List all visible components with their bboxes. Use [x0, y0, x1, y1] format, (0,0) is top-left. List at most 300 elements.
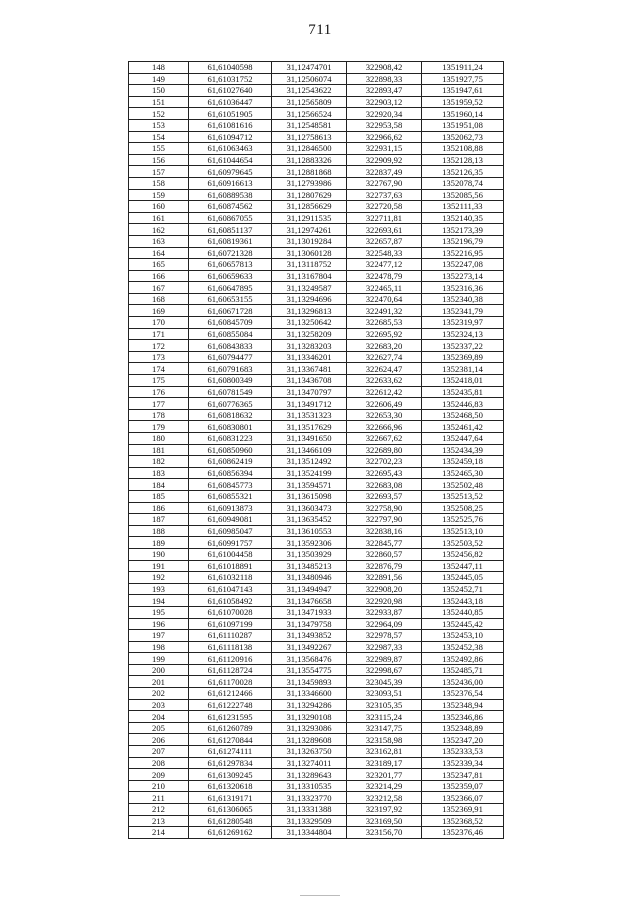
y-coordinate-cell: 1352368,52 [422, 815, 504, 827]
point-number-cell: 211 [129, 792, 189, 804]
x-coordinate-cell: 322702,23 [347, 456, 422, 468]
table-row [129, 467, 504, 479]
y-coordinate-cell: 1352376,46 [422, 827, 504, 839]
longitude-cell: 31,13568476 [272, 653, 347, 665]
x-coordinate-cell: 322606,49 [347, 398, 422, 410]
longitude-cell: 31,13289608 [272, 734, 347, 746]
latitude-cell: 61,61231595 [189, 711, 272, 723]
x-coordinate-cell: 322989,87 [347, 653, 422, 665]
longitude-cell: 31,13331388 [272, 804, 347, 816]
table-row [129, 62, 504, 74]
point-number-cell: 154 [129, 131, 189, 143]
table-row [129, 560, 504, 572]
latitude-cell: 61,60851137 [189, 224, 272, 236]
longitude-cell: 31,13167804 [272, 270, 347, 282]
longitude-cell: 31,13531323 [272, 409, 347, 421]
latitude-cell: 61,61319171 [189, 792, 272, 804]
table-row [129, 259, 504, 271]
latitude-cell: 61,60647895 [189, 282, 272, 294]
table-row [129, 722, 504, 734]
point-number-cell: 177 [129, 398, 189, 410]
longitude-cell: 31,13263750 [272, 746, 347, 758]
x-coordinate-cell: 322737,63 [347, 189, 422, 201]
point-number-cell: 151 [129, 96, 189, 108]
table-row [129, 177, 504, 189]
longitude-cell: 31,12474701 [272, 62, 347, 74]
y-coordinate-cell: 1352316,36 [422, 282, 504, 294]
longitude-cell: 31,13517629 [272, 421, 347, 433]
latitude-cell: 61,60831223 [189, 433, 272, 445]
point-number-cell: 165 [129, 259, 189, 271]
latitude-cell: 61,61222748 [189, 699, 272, 711]
longitude-cell: 31,13367481 [272, 363, 347, 375]
point-number-cell: 191 [129, 560, 189, 572]
x-coordinate-cell: 322908,20 [347, 583, 422, 595]
y-coordinate-cell: 1352456,82 [422, 548, 504, 560]
coordinates-table [128, 61, 504, 839]
y-coordinate-cell: 1352508,25 [422, 502, 504, 514]
longitude-cell: 31,13310535 [272, 780, 347, 792]
y-coordinate-cell: 1352126,35 [422, 166, 504, 178]
latitude-cell: 61,61297834 [189, 757, 272, 769]
x-coordinate-cell: 322627,74 [347, 351, 422, 363]
longitude-cell: 31,13060128 [272, 247, 347, 259]
table-row [129, 108, 504, 120]
point-number-cell: 206 [129, 734, 189, 746]
x-coordinate-cell: 322908,42 [347, 62, 422, 74]
point-number-cell: 152 [129, 108, 189, 120]
x-coordinate-cell: 323212,58 [347, 792, 422, 804]
latitude-cell: 61,61128724 [189, 664, 272, 676]
x-coordinate-cell: 323156,70 [347, 827, 422, 839]
x-coordinate-cell: 322470,64 [347, 293, 422, 305]
latitude-cell: 61,60874562 [189, 201, 272, 213]
y-coordinate-cell: 1352369,89 [422, 351, 504, 363]
latitude-cell: 61,60819361 [189, 235, 272, 247]
y-coordinate-cell: 1352376,54 [422, 688, 504, 700]
longitude-cell: 31,13603473 [272, 502, 347, 514]
longitude-cell: 31,13491712 [272, 398, 347, 410]
x-coordinate-cell: 323162,81 [347, 746, 422, 758]
longitude-cell: 31,13346600 [272, 688, 347, 700]
y-coordinate-cell: 1351951,08 [422, 119, 504, 131]
point-number-cell: 171 [129, 328, 189, 340]
latitude-cell: 61,61027640 [189, 85, 272, 97]
longitude-cell: 31,13258209 [272, 328, 347, 340]
y-coordinate-cell: 1352078,74 [422, 177, 504, 189]
point-number-cell: 148 [129, 62, 189, 74]
table-row [129, 676, 504, 688]
longitude-cell: 31,12506074 [272, 73, 347, 85]
point-number-cell: 149 [129, 73, 189, 85]
point-number-cell: 183 [129, 467, 189, 479]
table-row [129, 688, 504, 700]
y-coordinate-cell: 1352447,11 [422, 560, 504, 572]
y-coordinate-cell: 1351960,14 [422, 108, 504, 120]
x-coordinate-cell: 322978,57 [347, 630, 422, 642]
table-row [129, 85, 504, 97]
latitude-cell: 61,60855321 [189, 490, 272, 502]
table-row [129, 119, 504, 131]
point-number-cell: 208 [129, 757, 189, 769]
latitude-cell: 61,60913873 [189, 502, 272, 514]
table-row [129, 606, 504, 618]
table-row [129, 583, 504, 595]
x-coordinate-cell: 322657,87 [347, 235, 422, 247]
x-coordinate-cell: 323147,75 [347, 722, 422, 734]
latitude-cell: 61,61047143 [189, 583, 272, 595]
y-coordinate-cell: 1352465,30 [422, 467, 504, 479]
x-coordinate-cell: 323105,35 [347, 699, 422, 711]
x-coordinate-cell: 323045,39 [347, 676, 422, 688]
x-coordinate-cell: 322758,90 [347, 502, 422, 514]
x-coordinate-cell: 322612,42 [347, 386, 422, 398]
table-row [129, 734, 504, 746]
table-row [129, 757, 504, 769]
y-coordinate-cell: 1352273,14 [422, 270, 504, 282]
x-coordinate-cell: 322953,58 [347, 119, 422, 131]
y-coordinate-cell: 1352128,13 [422, 154, 504, 166]
x-coordinate-cell: 323093,51 [347, 688, 422, 700]
longitude-cell: 31,13635452 [272, 514, 347, 526]
x-coordinate-cell: 322685,53 [347, 317, 422, 329]
x-coordinate-cell: 322891,56 [347, 572, 422, 584]
latitude-cell: 61,61309245 [189, 769, 272, 781]
table-row [129, 224, 504, 236]
point-number-cell: 179 [129, 421, 189, 433]
latitude-cell: 61,60671728 [189, 305, 272, 317]
table-row [129, 131, 504, 143]
table-row [129, 212, 504, 224]
x-coordinate-cell: 322893,47 [347, 85, 422, 97]
longitude-cell: 31,13283203 [272, 340, 347, 352]
table-row [129, 525, 504, 537]
y-coordinate-cell: 1352447,64 [422, 433, 504, 445]
table-row [129, 711, 504, 723]
y-coordinate-cell: 1352337,22 [422, 340, 504, 352]
y-coordinate-cell: 1352359,07 [422, 780, 504, 792]
point-number-cell: 167 [129, 282, 189, 294]
y-coordinate-cell: 1352346,86 [422, 711, 504, 723]
latitude-cell: 61,61118138 [189, 641, 272, 653]
latitude-cell: 61,61280548 [189, 815, 272, 827]
y-coordinate-cell: 1352339,34 [422, 757, 504, 769]
longitude-cell: 31,12566524 [272, 108, 347, 120]
table-row [129, 235, 504, 247]
point-number-cell: 189 [129, 537, 189, 549]
table-row [129, 618, 504, 630]
point-number-cell: 185 [129, 490, 189, 502]
point-number-cell: 158 [129, 177, 189, 189]
point-number-cell: 187 [129, 514, 189, 526]
x-coordinate-cell: 322903,12 [347, 96, 422, 108]
longitude-cell: 31,12856629 [272, 201, 347, 213]
longitude-cell: 31,13485213 [272, 560, 347, 572]
y-coordinate-cell: 1352452,71 [422, 583, 504, 595]
x-coordinate-cell: 322633,62 [347, 375, 422, 387]
table-row [129, 514, 504, 526]
latitude-cell: 61,61051905 [189, 108, 272, 120]
table-row [129, 143, 504, 155]
longitude-cell: 31,13459893 [272, 676, 347, 688]
y-coordinate-cell: 1352140,35 [422, 212, 504, 224]
point-number-cell: 176 [129, 386, 189, 398]
x-coordinate-cell: 322876,79 [347, 560, 422, 572]
longitude-cell: 31,13610553 [272, 525, 347, 537]
point-number-cell: 203 [129, 699, 189, 711]
latitude-cell: 61,60818632 [189, 409, 272, 421]
latitude-cell: 61,60991757 [189, 537, 272, 549]
point-number-cell: 162 [129, 224, 189, 236]
table-row [129, 630, 504, 642]
latitude-cell: 61,60867055 [189, 212, 272, 224]
y-coordinate-cell: 1352485,71 [422, 664, 504, 676]
latitude-cell: 61,61320618 [189, 780, 272, 792]
point-number-cell: 170 [129, 317, 189, 329]
longitude-cell: 31,13480946 [272, 572, 347, 584]
point-number-cell: 201 [129, 676, 189, 688]
longitude-cell: 31,13344804 [272, 827, 347, 839]
y-coordinate-cell: 1352085,56 [422, 189, 504, 201]
point-number-cell: 157 [129, 166, 189, 178]
latitude-cell: 61,61170028 [189, 676, 272, 688]
y-coordinate-cell: 1352319,97 [422, 317, 504, 329]
latitude-cell: 61,60845709 [189, 317, 272, 329]
latitude-cell: 61,60855084 [189, 328, 272, 340]
y-coordinate-cell: 1352418,01 [422, 375, 504, 387]
latitude-cell: 61,61032118 [189, 572, 272, 584]
x-coordinate-cell: 322987,33 [347, 641, 422, 653]
table-row [129, 154, 504, 166]
table-row [129, 815, 504, 827]
point-number-cell: 168 [129, 293, 189, 305]
longitude-cell: 31,13289643 [272, 769, 347, 781]
latitude-cell: 61,60916613 [189, 177, 272, 189]
table-row [129, 270, 504, 282]
latitude-cell: 61,61097199 [189, 618, 272, 630]
table-row [129, 641, 504, 653]
x-coordinate-cell: 322491,32 [347, 305, 422, 317]
table-row [129, 328, 504, 340]
latitude-cell: 61,60791683 [189, 363, 272, 375]
latitude-cell: 61,60659633 [189, 270, 272, 282]
x-coordinate-cell: 322966,62 [347, 131, 422, 143]
y-coordinate-cell: 1352468,50 [422, 409, 504, 421]
table-row [129, 305, 504, 317]
longitude-cell: 31,12881868 [272, 166, 347, 178]
y-coordinate-cell: 1351927,75 [422, 73, 504, 85]
point-number-cell: 214 [129, 827, 189, 839]
latitude-cell: 61,60653155 [189, 293, 272, 305]
latitude-cell: 61,61036447 [189, 96, 272, 108]
table-row [129, 282, 504, 294]
x-coordinate-cell: 322898,33 [347, 73, 422, 85]
x-coordinate-cell: 322695,43 [347, 467, 422, 479]
point-number-cell: 178 [129, 409, 189, 421]
table-row [129, 804, 504, 816]
point-number-cell: 212 [129, 804, 189, 816]
y-coordinate-cell: 1352452,38 [422, 641, 504, 653]
longitude-cell: 31,13019284 [272, 235, 347, 247]
x-coordinate-cell: 322653,30 [347, 409, 422, 421]
table-row [129, 653, 504, 665]
table-row [129, 247, 504, 259]
y-coordinate-cell: 1352216,95 [422, 247, 504, 259]
point-number-cell: 175 [129, 375, 189, 387]
longitude-cell: 31,13471933 [272, 606, 347, 618]
longitude-cell: 31,13436708 [272, 375, 347, 387]
point-number-cell: 194 [129, 595, 189, 607]
point-number-cell: 186 [129, 502, 189, 514]
point-number-cell: 159 [129, 189, 189, 201]
latitude-cell: 61,60850960 [189, 444, 272, 456]
x-coordinate-cell: 322797,90 [347, 514, 422, 526]
y-coordinate-cell: 1352173,39 [422, 224, 504, 236]
latitude-cell: 61,61274111 [189, 746, 272, 758]
longitude-cell: 31,13290108 [272, 711, 347, 723]
x-coordinate-cell: 323158,98 [347, 734, 422, 746]
point-number-cell: 199 [129, 653, 189, 665]
point-number-cell: 195 [129, 606, 189, 618]
longitude-cell: 31,12883326 [272, 154, 347, 166]
x-coordinate-cell: 323201,77 [347, 769, 422, 781]
y-coordinate-cell: 1352434,39 [422, 444, 504, 456]
x-coordinate-cell: 322666,96 [347, 421, 422, 433]
y-coordinate-cell: 1352453,10 [422, 630, 504, 642]
y-coordinate-cell: 1352196,79 [422, 235, 504, 247]
longitude-cell: 31,12807629 [272, 189, 347, 201]
table-row [129, 479, 504, 491]
longitude-cell: 31,13346201 [272, 351, 347, 363]
point-number-cell: 174 [129, 363, 189, 375]
table-row [129, 502, 504, 514]
table-row [129, 386, 504, 398]
longitude-cell: 31,12911535 [272, 212, 347, 224]
point-number-cell: 202 [129, 688, 189, 700]
point-number-cell: 160 [129, 201, 189, 213]
x-coordinate-cell: 322683,20 [347, 340, 422, 352]
table-row [129, 548, 504, 560]
longitude-cell: 31,13493852 [272, 630, 347, 642]
y-coordinate-cell: 1352247,08 [422, 259, 504, 271]
table-row [129, 73, 504, 85]
point-number-cell: 164 [129, 247, 189, 259]
point-number-cell: 196 [129, 618, 189, 630]
latitude-cell: 61,61031752 [189, 73, 272, 85]
longitude-cell: 31,13615098 [272, 490, 347, 502]
x-coordinate-cell: 322683,08 [347, 479, 422, 491]
latitude-cell: 61,60856394 [189, 467, 272, 479]
x-coordinate-cell: 322624,47 [347, 363, 422, 375]
table-row [129, 398, 504, 410]
point-number-cell: 172 [129, 340, 189, 352]
point-number-cell: 156 [129, 154, 189, 166]
point-number-cell: 209 [129, 769, 189, 781]
y-coordinate-cell: 1352503,52 [422, 537, 504, 549]
point-number-cell: 184 [129, 479, 189, 491]
longitude-cell: 31,13294286 [272, 699, 347, 711]
y-coordinate-cell: 1352459,18 [422, 456, 504, 468]
point-number-cell: 166 [129, 270, 189, 282]
latitude-cell: 61,61306065 [189, 804, 272, 816]
y-coordinate-cell: 1352443,18 [422, 595, 504, 607]
latitude-cell: 61,61070028 [189, 606, 272, 618]
table-row [129, 201, 504, 213]
y-coordinate-cell: 1352348,89 [422, 722, 504, 734]
latitude-cell: 61,61004458 [189, 548, 272, 560]
table-row [129, 595, 504, 607]
y-coordinate-cell: 1352445,42 [422, 618, 504, 630]
table-row [129, 664, 504, 676]
point-number-cell: 198 [129, 641, 189, 653]
table-row [129, 166, 504, 178]
x-coordinate-cell: 322720,58 [347, 201, 422, 213]
x-coordinate-cell: 323115,24 [347, 711, 422, 723]
longitude-cell: 31,13512492 [272, 456, 347, 468]
latitude-cell: 61,61040598 [189, 62, 272, 74]
latitude-cell: 61,60657813 [189, 259, 272, 271]
latitude-cell: 61,60781549 [189, 386, 272, 398]
y-coordinate-cell: 1352492,86 [422, 653, 504, 665]
latitude-cell: 61,61063463 [189, 143, 272, 155]
latitude-cell: 61,61110287 [189, 630, 272, 642]
latitude-cell: 61,61094712 [189, 131, 272, 143]
longitude-cell: 31,12548581 [272, 119, 347, 131]
x-coordinate-cell: 322695,92 [347, 328, 422, 340]
x-coordinate-cell: 322838,16 [347, 525, 422, 537]
x-coordinate-cell: 322548,33 [347, 247, 422, 259]
x-coordinate-cell: 323197,92 [347, 804, 422, 816]
point-number-cell: 190 [129, 548, 189, 560]
y-coordinate-cell: 1352461,42 [422, 421, 504, 433]
latitude-cell: 61,61270844 [189, 734, 272, 746]
latitude-cell: 61,60721328 [189, 247, 272, 259]
table-row [129, 96, 504, 108]
point-number-cell: 192 [129, 572, 189, 584]
latitude-cell: 61,61018891 [189, 560, 272, 572]
longitude-cell: 31,12974261 [272, 224, 347, 236]
table-row [129, 572, 504, 584]
latitude-cell: 61,61269162 [189, 827, 272, 839]
longitude-cell: 31,13524199 [272, 467, 347, 479]
longitude-cell: 31,13476658 [272, 595, 347, 607]
x-coordinate-cell: 322909,92 [347, 154, 422, 166]
y-coordinate-cell: 1351947,61 [422, 85, 504, 97]
y-coordinate-cell: 1352440,85 [422, 606, 504, 618]
table-row [129, 827, 504, 839]
point-number-cell: 182 [129, 456, 189, 468]
y-coordinate-cell: 1352435,81 [422, 386, 504, 398]
longitude-cell: 31,12565809 [272, 96, 347, 108]
x-coordinate-cell: 322860,57 [347, 548, 422, 560]
point-number-cell: 181 [129, 444, 189, 456]
table-row [129, 409, 504, 421]
y-coordinate-cell: 1352324,13 [422, 328, 504, 340]
coordinates-table-body [129, 62, 504, 839]
table-row [129, 792, 504, 804]
point-number-cell: 193 [129, 583, 189, 595]
y-coordinate-cell: 1352348,94 [422, 699, 504, 711]
y-coordinate-cell: 1352341,79 [422, 305, 504, 317]
longitude-cell: 31,13494947 [272, 583, 347, 595]
y-coordinate-cell: 1352502,48 [422, 479, 504, 491]
y-coordinate-cell: 1352366,07 [422, 792, 504, 804]
longitude-cell: 31,13594571 [272, 479, 347, 491]
longitude-cell: 31,13274011 [272, 757, 347, 769]
x-coordinate-cell: 323189,17 [347, 757, 422, 769]
table-row [129, 363, 504, 375]
longitude-cell: 31,13466109 [272, 444, 347, 456]
